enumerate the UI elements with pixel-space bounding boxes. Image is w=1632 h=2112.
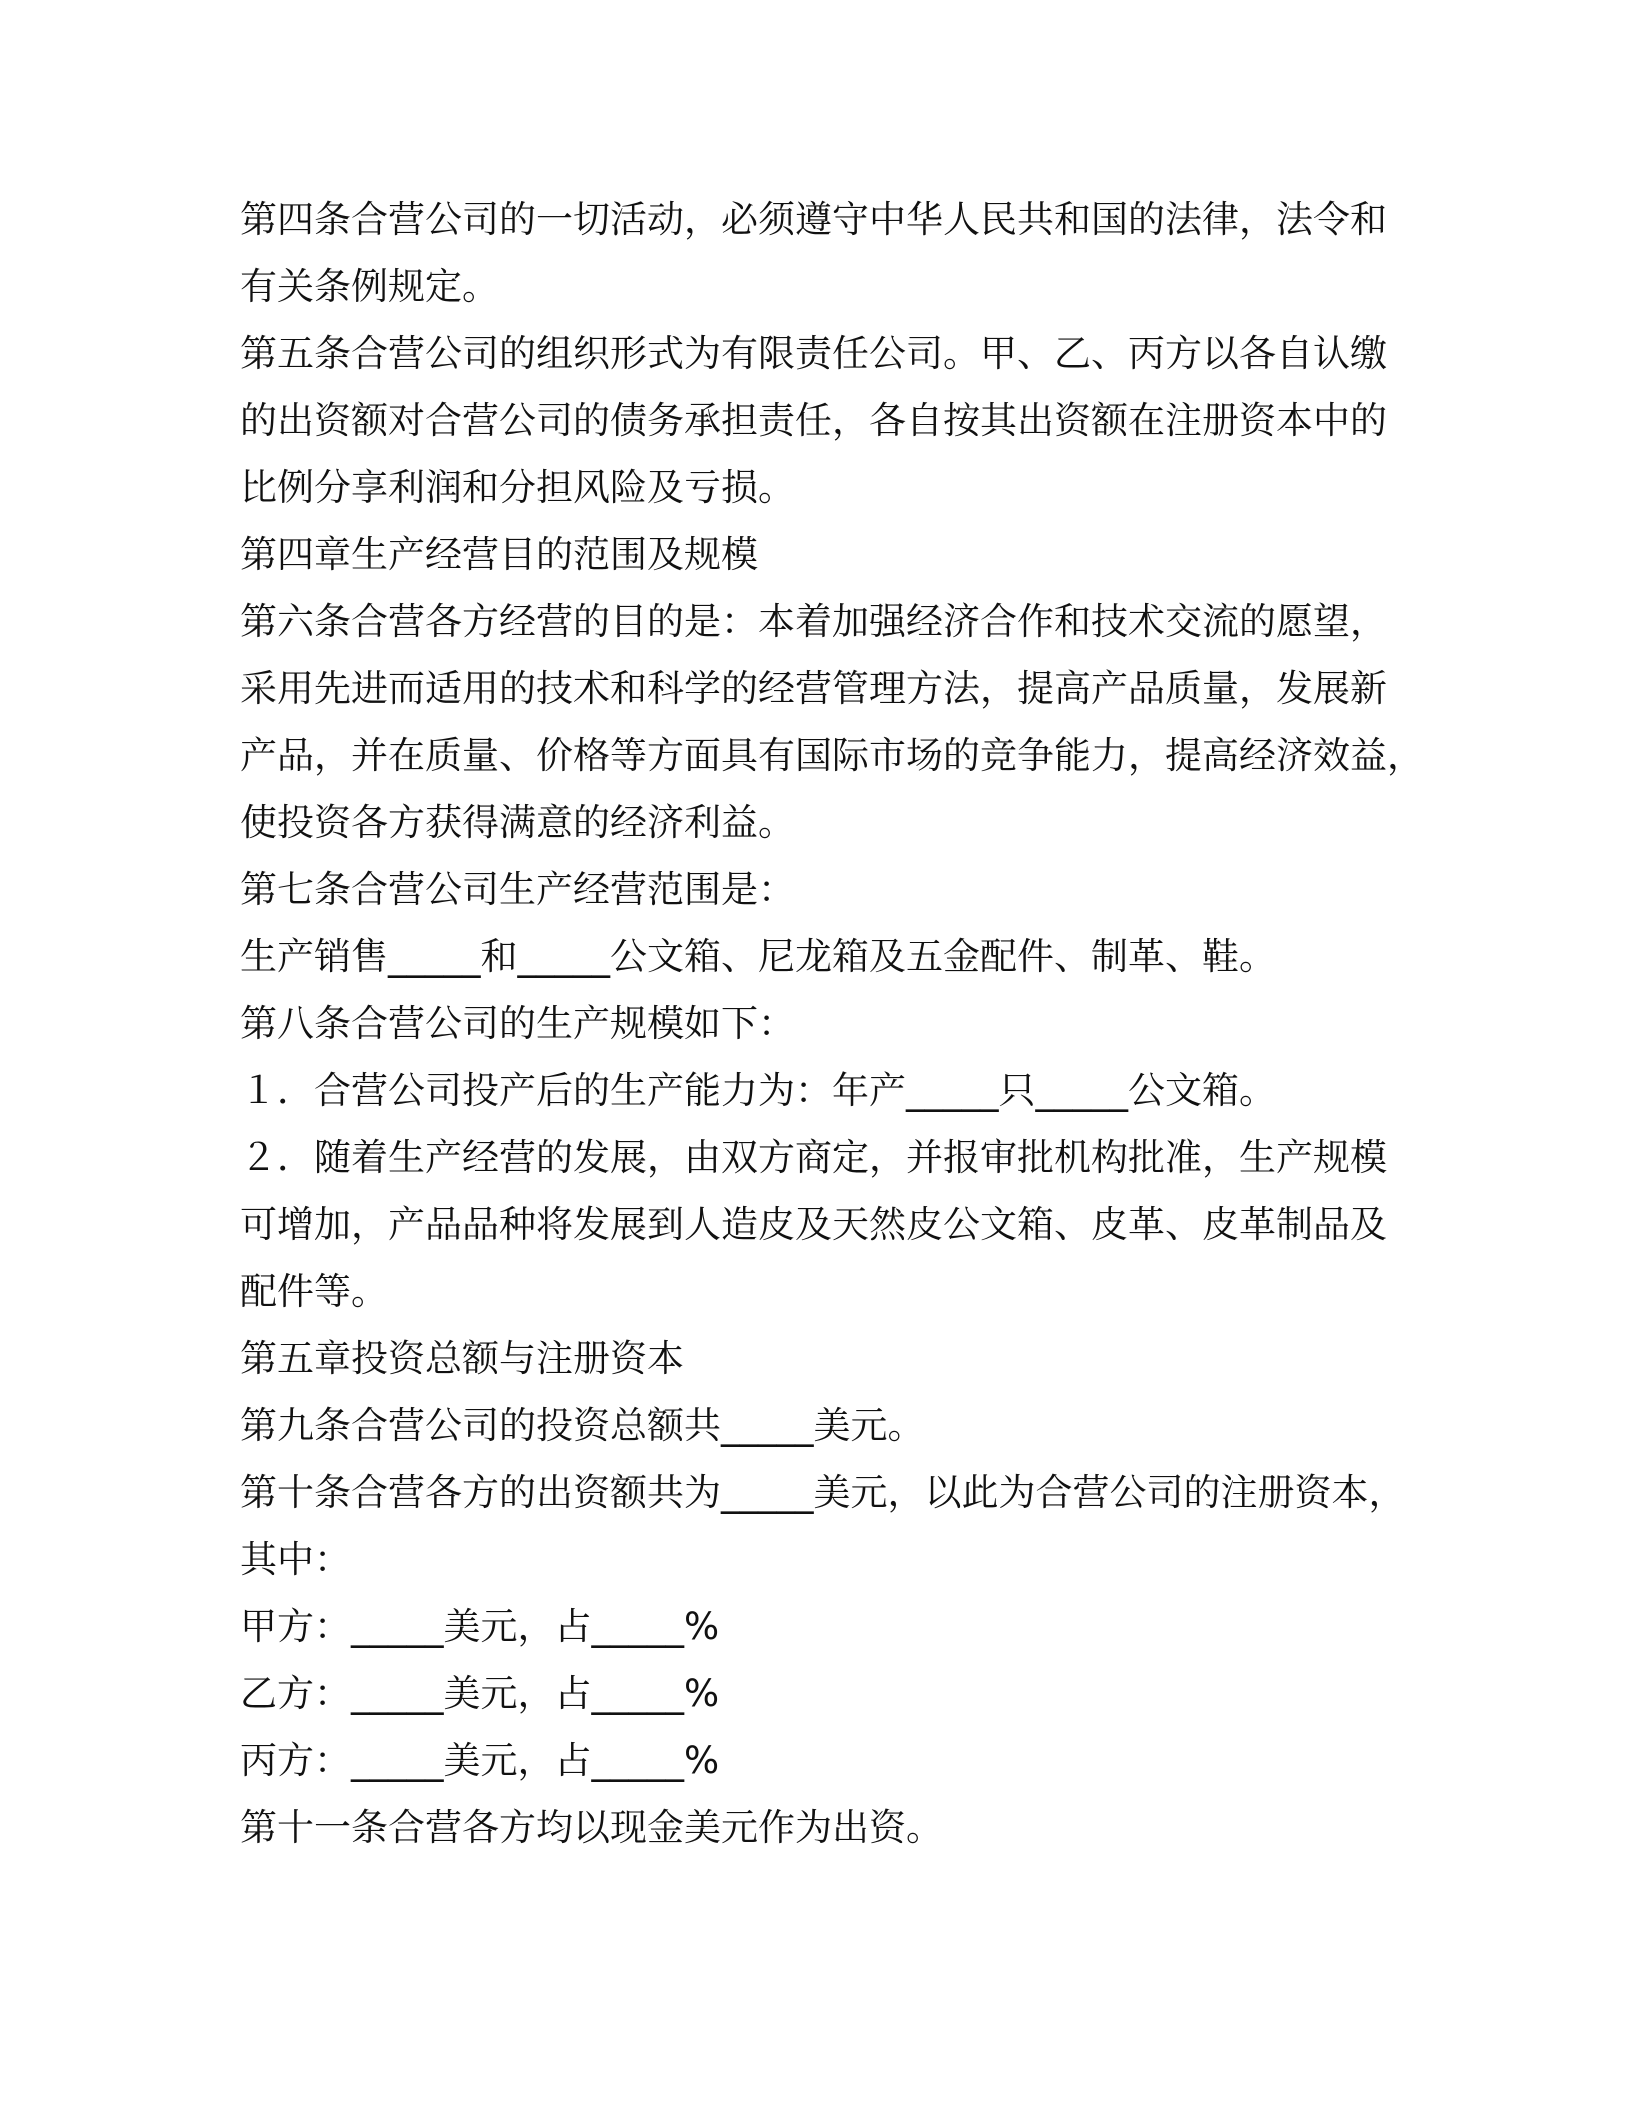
article-6-line-1: 第六条合营各方经营的目的是：本着加强经济合作和技术交流的愿望，	[240, 600, 1387, 643]
article-6-line-3: 产品，并在质量、价格等方面具有国际市场的竞争能力，提高经济效益，	[240, 734, 1424, 777]
article-4-line-2: 有关条例规定。	[240, 265, 499, 308]
article-8-line-1: 第八条合营公司的生产规模如下：	[240, 1002, 795, 1045]
article-10-line-1: 第十条合营各方的出资额共为_____美元，以此为合营公司的注册资本，	[240, 1471, 1406, 1514]
party-c-contribution: 丙方：_____美元，占_____%	[240, 1739, 720, 1782]
article-8-item-2-line-1: ２．随着生产经营的发展，由双方商定，并报审批机构批准，生产规模	[240, 1136, 1387, 1179]
article-5-line-3: 比例分享利润和分担风险及亏损。	[240, 466, 795, 509]
article-5-line-2: 的出资额对合营公司的债务承担责任，各自按其出资额在注册资本中的	[240, 399, 1387, 442]
article-7-line-1: 第七条合营公司生产经营范围是：	[240, 868, 795, 911]
chapter-5-heading: 第五章投资总额与注册资本	[240, 1337, 684, 1380]
article-4-line-1: 第四条合营公司的一切活动，必须遵守中华人民共和国的法律，法令和	[240, 198, 1387, 241]
article-5-line-1: 第五条合营公司的组织形式为有限责任公司。甲、乙、丙方以各自认缴	[240, 332, 1387, 375]
article-6-line-2: 采用先进而适用的技术和科学的经营管理方法，提高产品质量，发展新	[240, 667, 1387, 710]
article-8-item-2-line-3: 配件等。	[240, 1270, 388, 1313]
article-7-line-2: 生产销售_____和_____公文箱、尼龙箱及五金配件、制革、鞋。	[240, 935, 1276, 978]
article-8-item-2-line-2: 可增加，产品品种将发展到人造皮及天然皮公文箱、皮革、皮革制品及	[240, 1203, 1387, 1246]
article-11-line-1: 第十一条合营各方均以现金美元作为出资。	[240, 1806, 943, 1849]
article-9-line-1: 第九条合营公司的投资总额共_____美元。	[240, 1404, 925, 1447]
party-a-contribution: 甲方：_____美元，占_____%	[240, 1605, 720, 1648]
article-6-line-4: 使投资各方获得满意的经济利益。	[240, 801, 795, 844]
article-8-item-1: １．合营公司投产后的生产能力为：年产_____只_____公文箱。	[240, 1069, 1276, 1112]
chapter-4-heading: 第四章生产经营目的范围及规模	[240, 533, 758, 576]
party-b-contribution: 乙方：_____美元，占_____%	[240, 1672, 720, 1715]
document-body	[240, 186, 1424, 1861]
article-10-line-2: 其中：	[240, 1538, 351, 1581]
